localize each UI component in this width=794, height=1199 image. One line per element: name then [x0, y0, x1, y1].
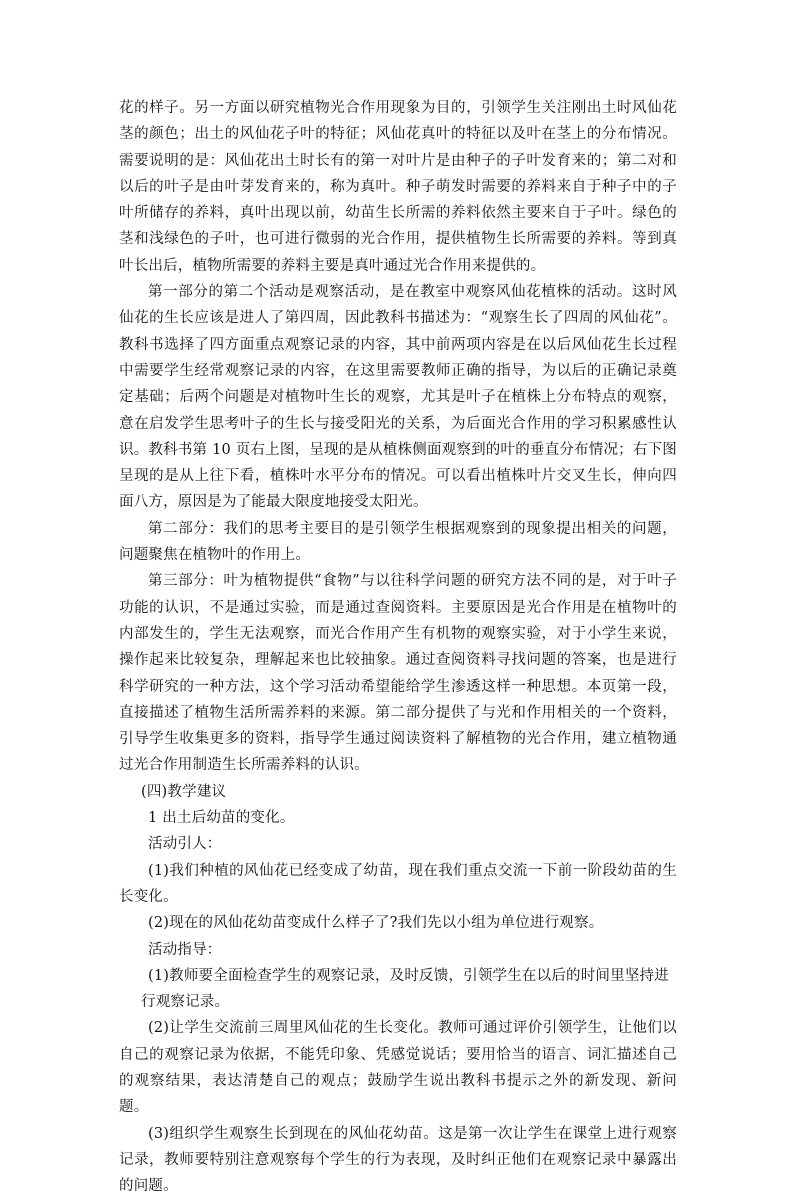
list-item-intro-2: (2)现在的风仙花幼苗变成什么样子了?我们先以小组为单位进行观察。: [148, 915, 604, 932]
paragraph-observation-activity: 第一部分的第二个活动是观察活动，是在教室中观察风仙花植株的活动。这时风仙花的生长应该是进人了第四周，因此教科书描述为：“观察生长了四周的风仙花”。教科书选择了四方面重点观察记录的内容，其中前两项内容是在以后风仙花生长过程中需要学生经常观察记录的内容，在这里需要教师正确的指导，为以后的正确记录奠定基础；后两个问题是对植物叶生长的观察，尤其是叶子在植株上分布特点的观察，意在启发学生思考叶子的生长与接受阳光的关系，为后面光合作用的学习积累感性认识。教科书第 10 页右上图，呈现的是从植株侧面观察到的叶的垂直分布情况；右下图呈现的是从上往下看，植株叶水平分布的情况。可以看出植株叶片交叉生长，伸向四面八方，原因是为了能最大限度地接受太阳光。: [119, 284, 677, 511]
subheading-seedling-changes: 1 出土后幼苗的变化。: [148, 810, 295, 827]
paragraph-part-two: 第二部分：我们的思考主要目的是引领学生根据观察到的现象提出相关的问题，问题聚焦在植物叶的作用上。: [119, 520, 677, 564]
list-item-guidance-2: (2)让学生交流前三周里风仙花的生长变化。教师可通过评价引领学生，让他们以自己的观察记录为依据，不能凭印象、凭感觉说话；要用恰当的语言、词汇描述自己的观察结果，表达清楚自己的观点；鼓励学生说出教科书提示之外的新发现、新问题。: [119, 1020, 677, 1116]
label-activity-guidance: 活动指导：: [148, 941, 222, 958]
list-item-guidance-1-continued: 行观察记录。: [141, 994, 230, 1011]
label-activity-intro: 活动引人：: [148, 836, 222, 853]
list-item-intro-1: (1)我们种植的风仙花已经变成了幼苗，现在我们重点交流一下前一阶段幼苗的生长变化。: [119, 862, 677, 905]
paragraph-plant-observation-intro: 花的样子。另一方面以研究植物光合作用现象为目的，引领学生关注刚出土时风仙花茎的颜色；出土的风仙花子叶的特征；风仙花真叶的特征以及叶在茎上的分布情况。需要说明的是：风仙花出土时长有的第一对叶片是由种子的子叶发育来的；第二对和以后的叶子是由叶芽发育来的，称为真叶。种子萌发时需要的养料来自于种子中的子叶所储存的养料，真叶出现以前，幼苗生长所需的养料依然主要来自于子叶。绿色的茎和浅绿色的子叶，也可进行微弱的光合作用，提供植物生长所需要的养料。等到真叶长出后，植物所需要的养料主要是真叶通过光合作用来提供的。: [119, 100, 677, 274]
paragraph-part-three: 第三部分：叶为植物提供“食物”与以往科学问题的研究方法不同的是，对于叶子功能的认识，不是通过实验，而是通过查阅资料。主要原因是光合作用是在植物叶的内部发生的，学生无法观察，而光合作用产生有机物的观察实验，对于小学生来说，操作起来比较复杂，理解起来也比较抽象。通过查阅资料寻找问题的答案，也是进行科学研究的一种方法，这个学习活动希望能给学生渗透这样一种思想。本页第一段，直接描述了植物生活所需养料的来源。第二部分提供了与光和作用相关的一个资料，引导学生收集更多的资料，指导学生通过阅读资料了解植物的光合作用，建立植物通过光合作用制造生长所需养料的认识。: [119, 573, 677, 774]
list-item-guidance-1: (1)教师要全面检查学生的观察记录，及时反馈，引领学生在以后的时间里坚持进: [148, 967, 669, 984]
document-body: [119, 95, 677, 1199]
list-item-guidance-3: (3)组织学生观察生长到现在的风仙花幼苗。这是第一次让学生在课堂上进行观察记录，教师要特别注意观察每个学生的行为表现，及时纠正他们在观察记录中暴露出的问题。: [119, 1125, 677, 1195]
section-heading-teaching-suggestions: (四)教学建议: [141, 783, 227, 800]
